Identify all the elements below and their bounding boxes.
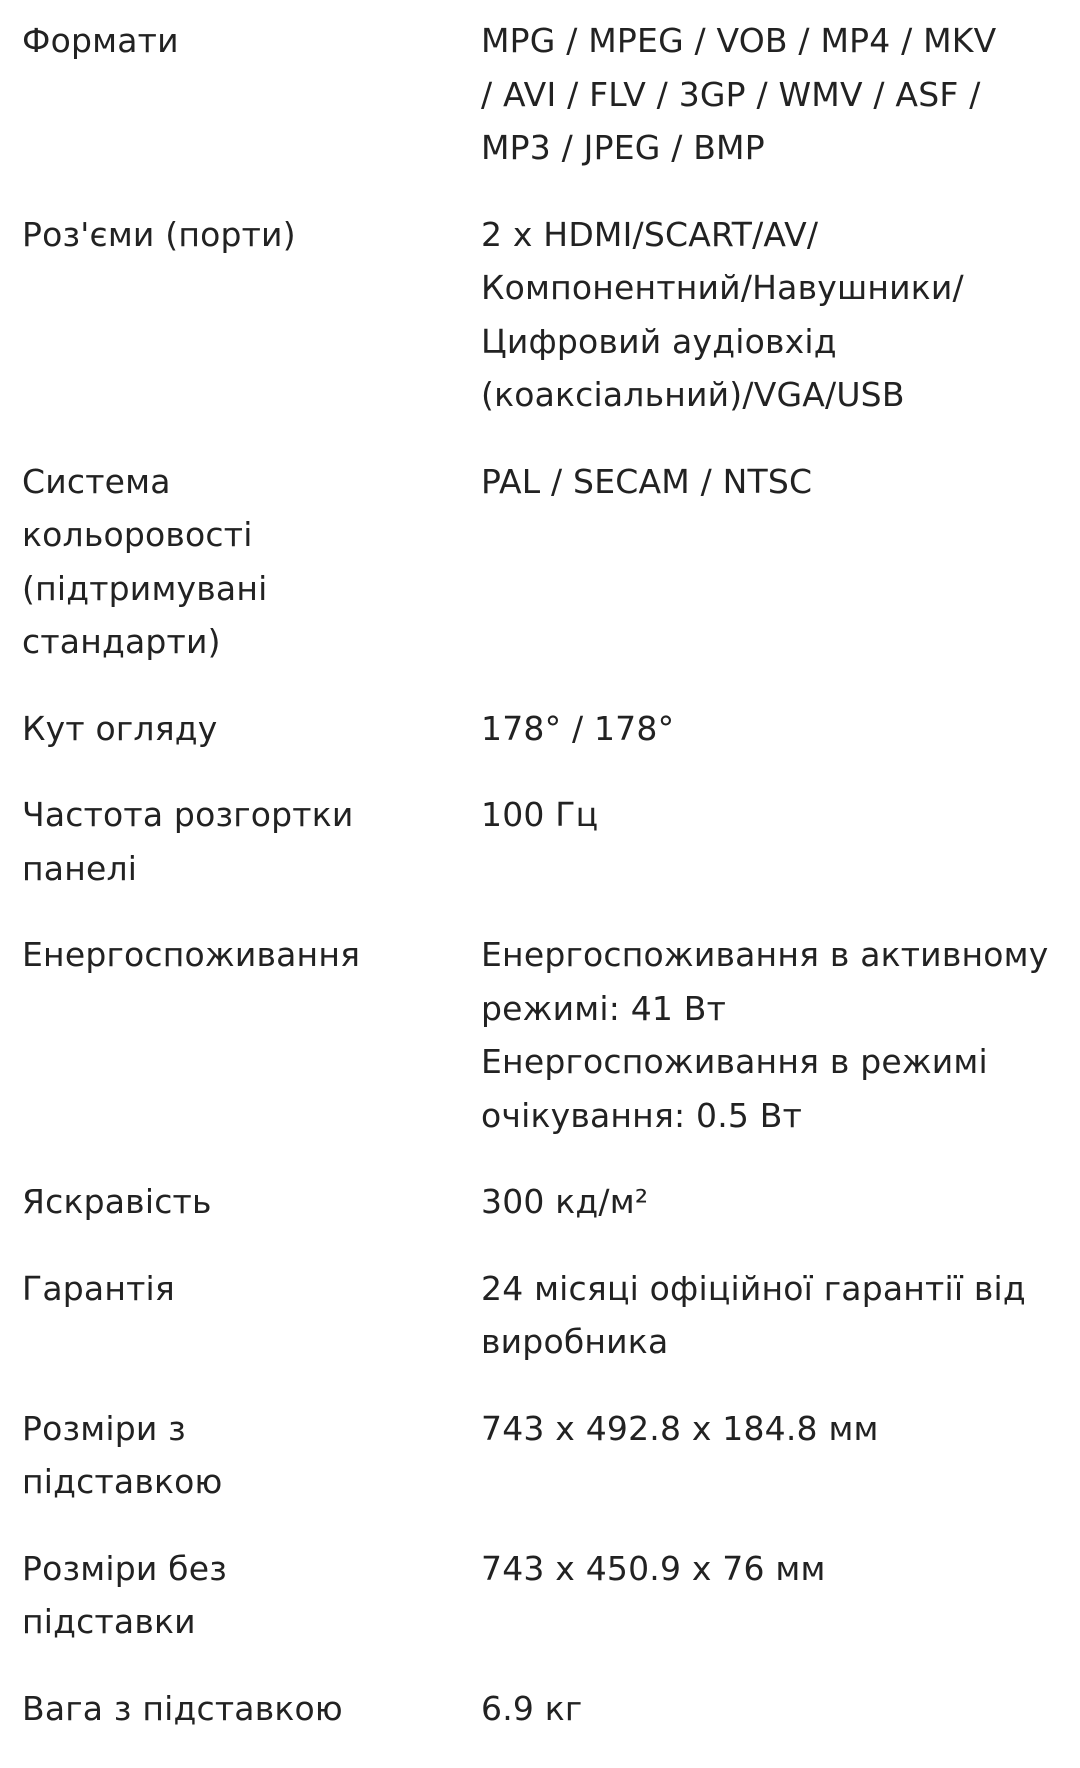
- spec-value: 6.9 кг: [481, 1688, 583, 1728]
- spec-value: 300 кд/м²: [481, 1182, 649, 1221]
- spec-value: 743 x 492.8 x 184.8 мм: [481, 1408, 879, 1448]
- spec-label: Формати: [22, 21, 179, 60]
- spec-row-refresh-rate: [22, 788, 1062, 895]
- spec-label: Розміри з підставкою: [22, 1408, 223, 1501]
- spec-label: Енергоспоживання: [22, 935, 361, 974]
- spec-value: 178° / 178°: [481, 708, 675, 748]
- spec-value: 100 Гц: [481, 795, 599, 834]
- spec-row-weight-with-stand: [22, 1682, 1062, 1736]
- spec-value: 2 x HDMI/SCART/AV/ Компонентний/Навушники/ Цифровий аудіовхід (коаксіальний)/VGA/USB: [481, 214, 964, 414]
- spec-label: Розміри без підставки: [22, 1548, 227, 1641]
- spec-row-color-system: [22, 455, 1062, 669]
- spec-row-ports: [22, 208, 1062, 422]
- spec-value: PAL / SECAM / NTSC: [481, 461, 813, 501]
- spec-row-viewing-angle: [22, 702, 1062, 756]
- spec-value: 743 x 450.9 x 76 мм: [481, 1548, 826, 1588]
- spec-value: Енергоспоживання в активному режимі: 41 Вт Енергоспоживання в режимі очікування: 0.5 Вт: [481, 935, 1049, 1135]
- spec-value: 24 місяці офіційної гарантії від виробника: [481, 1268, 1026, 1361]
- spec-label: Яскравість: [22, 1182, 212, 1221]
- spec-label: Вага з підставкою: [22, 1688, 343, 1728]
- spec-label: Гарантія: [22, 1268, 175, 1308]
- spec-row-power: [22, 928, 1062, 1142]
- spec-row-size-without-stand: [22, 1542, 1062, 1649]
- spec-row-size-with-stand: [22, 1402, 1062, 1509]
- spec-value: MPG / MPEG / VOB / MP4 / MKV / AVI / FLV / 3GP / WMV / ASF / MP3 / JPEG / BMP: [481, 21, 997, 167]
- spec-label: Частота розгортки панелі: [22, 795, 354, 888]
- spec-row-brightness: [22, 1175, 1062, 1229]
- spec-label: Роз'єми (порти): [22, 214, 296, 254]
- spec-label: Кут огляду: [22, 708, 218, 748]
- spec-table: [22, 14, 1062, 1768]
- spec-row-warranty: [22, 1262, 1062, 1369]
- spec-row-formats: [22, 14, 1062, 175]
- spec-label: Система кольоровості (підтримувані стандарти): [22, 461, 268, 661]
